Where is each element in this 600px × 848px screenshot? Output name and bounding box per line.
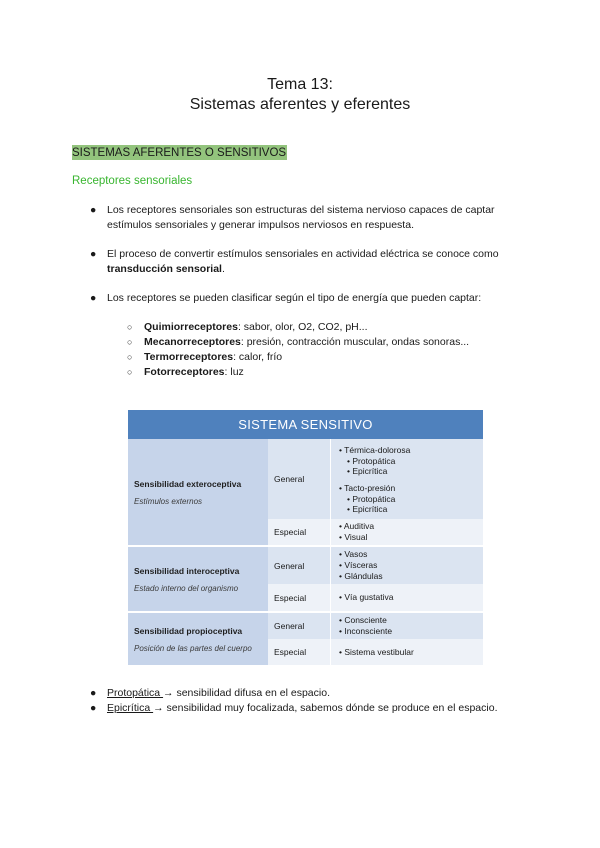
list-item: • Térmica-dolorosa <box>339 444 411 455</box>
list-item: • Protopática <box>347 493 396 504</box>
cell-general: General <box>268 612 331 639</box>
row-desc: Posición de las partes del cuerpo <box>134 643 252 653</box>
bullet-icon: ● <box>90 248 97 260</box>
page-title-line-2: Sistemas aferentes y eferentes <box>189 96 411 113</box>
bullet-text-2-end: . <box>221 263 225 275</box>
sistema-sensitivo-table <box>128 410 483 665</box>
receptor-desc: : presión, contracción muscular, ondas sonoras... <box>240 336 470 348</box>
receptor-name: Quimiorreceptores <box>144 321 238 333</box>
cell-pro-especial <box>331 639 484 665</box>
footnote-1 <box>107 686 532 701</box>
receptor-item <box>144 335 469 350</box>
cell-ext-especial <box>331 519 484 546</box>
row-propioceptiva <box>128 612 268 665</box>
section-heading: SISTEMAS AFERENTES O SENSITIVOS <box>72 147 287 159</box>
row-name: Sensibilidad interoceptiva <box>134 565 240 576</box>
circle-bullet-icon: ○ <box>127 352 133 362</box>
list-item: • Vía gustativa <box>339 592 394 602</box>
receptor-name: Termorreceptores <box>144 351 234 363</box>
footnote-2 <box>107 701 532 716</box>
list-item: • Inconsciente <box>339 626 393 636</box>
circle-bullet-icon: ○ <box>127 322 133 332</box>
bullet-icon: ● <box>90 687 97 699</box>
cell-especial: Especial <box>268 639 331 665</box>
row-exteroceptiva <box>128 439 268 546</box>
list-item: • Epicrítica <box>347 465 388 476</box>
row-desc: Estímulos externos <box>134 496 203 506</box>
cell-general: General <box>268 439 331 519</box>
footnote-text: → sensibilidad difusa en el espacio. <box>163 687 330 699</box>
subheading: Receptores sensoriales <box>72 175 193 187</box>
receptor-item <box>144 320 368 335</box>
list-item: • Protopática <box>347 455 396 466</box>
list-item: • Vísceras <box>339 560 378 570</box>
list-item: • Epicrítica <box>347 503 388 514</box>
bullet-text-1: Los receptores sensoriales son estructuras del sistema nervioso capaces de captar estímulos sensoriales y generar impulsos nerviosos en respuesta. <box>107 204 495 231</box>
list-item: • Auditiva <box>339 521 375 531</box>
footnote-term: Epicrítica <box>107 702 154 714</box>
circle-bullet-icon: ○ <box>127 367 133 377</box>
cell-especial: Especial <box>268 519 331 546</box>
bullet-text-2-bold: transducción sensorial <box>107 263 222 275</box>
list-item: • Tacto-presión <box>339 482 396 493</box>
receptor-item <box>144 365 244 380</box>
bullet-text-2 <box>107 247 532 277</box>
row-name: Sensibilidad exteroceptiva <box>134 478 242 489</box>
bullet-icon: ● <box>90 702 97 714</box>
bullet-text-3: Los receptores se pueden clasificar según el tipo de energía que pueden captar: <box>107 292 482 304</box>
bullet-text-2-main: El proceso de convertir estímulos sensoriales en actividad eléctrica se conoce como <box>107 248 499 260</box>
receptor-desc: : luz <box>224 366 244 378</box>
bullet-icon: ● <box>90 204 97 216</box>
list-item: • Glándulas <box>339 571 383 581</box>
list-item: • Vasos <box>339 549 368 559</box>
receptor-desc: : sabor, olor, O2, CO2, pH... <box>237 321 368 333</box>
row-desc: Estado interno del organismo <box>134 583 239 593</box>
footnote-term: Protopática <box>107 687 164 699</box>
receptor-item <box>144 350 282 365</box>
bullet-icon: ● <box>90 292 97 304</box>
row-name: Sensibilidad propioceptiva <box>134 625 243 636</box>
list-item: • Visual <box>339 532 368 542</box>
cell-ext-general <box>331 439 484 519</box>
receptor-desc: : calor, frío <box>233 351 283 363</box>
receptor-name: Mecanorreceptores <box>144 336 241 348</box>
receptor-name: Fotorreceptores <box>144 366 225 378</box>
cell-pro-general <box>331 612 484 639</box>
cell-especial: Especial <box>268 584 331 612</box>
list-item: • Sistema vestibular <box>339 646 414 657</box>
table-header: SISTEMA SENSITIVO <box>128 410 483 439</box>
cell-general: General <box>268 546 331 584</box>
row-interoceptiva <box>128 546 268 612</box>
list-item: • Consciente <box>339 615 387 625</box>
cell-int-especial <box>331 584 484 612</box>
footnote-text: → sensibilidad muy focalizada, sabemos dónde se produce en el espacio. <box>153 702 498 714</box>
circle-bullet-icon: ○ <box>127 337 133 347</box>
page-title-line-1: Tema 13: <box>267 76 333 93</box>
cell-int-general <box>331 546 484 584</box>
